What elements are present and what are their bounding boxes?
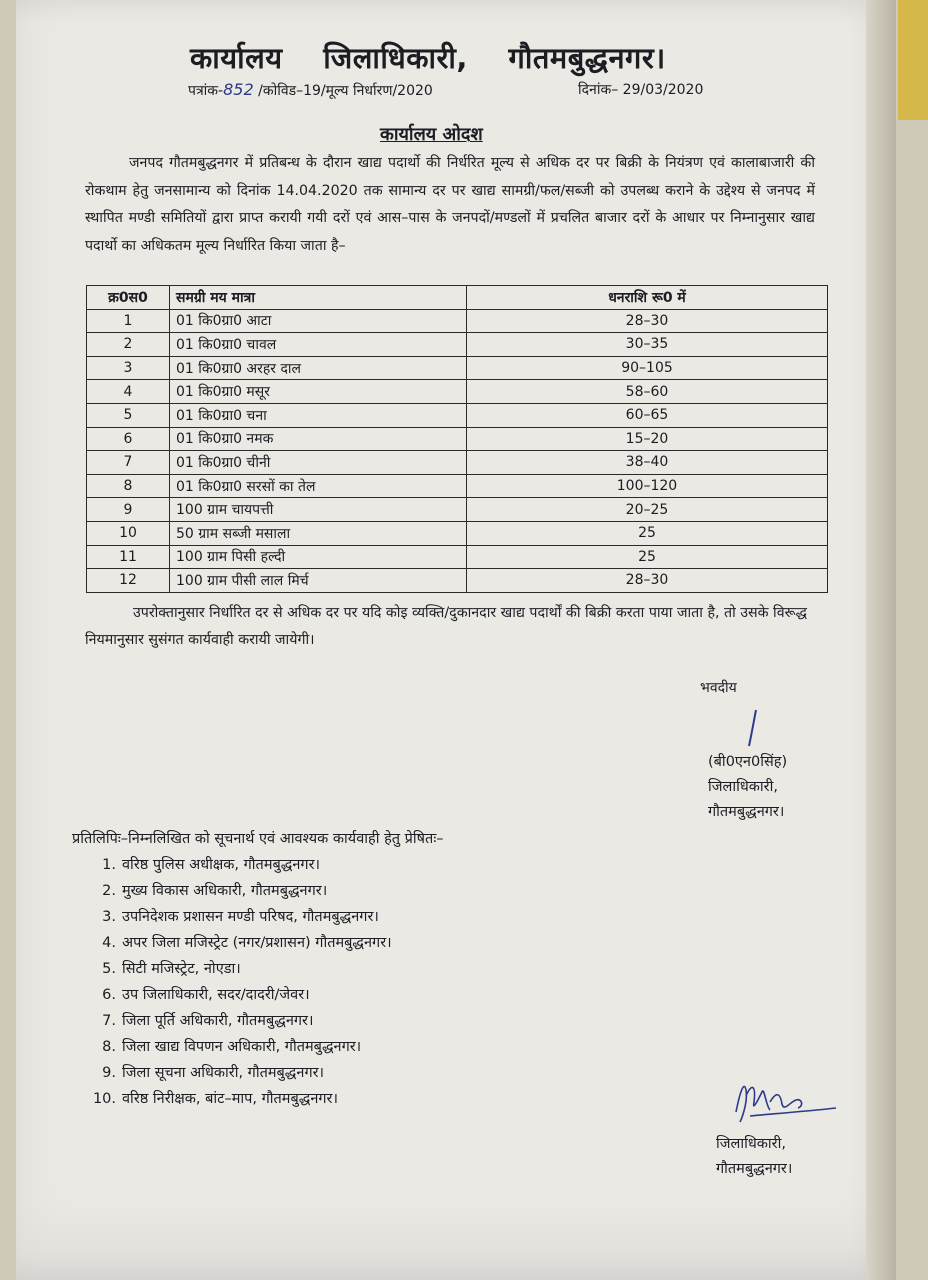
order-title: कार्यालय ओदश: [380, 124, 483, 145]
column-header-amount: धनराशि रू0 में: [467, 286, 828, 310]
amount-cell: 20–25: [467, 498, 828, 522]
table-row: [87, 545, 828, 569]
signatory-name: (बी0एन0सिंह): [708, 754, 788, 770]
list-item-text: वरिष्ठ पुलिस अधीक्षक, गौतमबुद्धनगर।: [122, 857, 320, 873]
list-item-text: वरिष्ठ निरीक्षक, बांट–माप, गौतमबुद्धनगर।: [122, 1091, 338, 1107]
serial-cell: 6: [87, 427, 170, 451]
serial-cell: 2: [87, 333, 170, 357]
list-item: [92, 930, 392, 956]
serial-cell: 5: [87, 403, 170, 427]
list-item: [92, 852, 392, 878]
list-item-number: 2.: [102, 883, 116, 899]
list-item-text: उप जिलाधिकारी, सदर/दादरी/जेवर।: [122, 987, 310, 1003]
list-item-text: उपनिदेशक प्रशासन मण्डी परिषद, गौतमबुद्धनगर।: [122, 909, 379, 925]
item-cell: 01 कि0ग्रा0 आटा: [170, 309, 467, 333]
table-row: [87, 403, 828, 427]
page-edge-shadow: [866, 0, 896, 1280]
table-row: [87, 521, 828, 545]
list-item-number: 3.: [102, 909, 116, 925]
list-item-text: जिला खाद्य विपणन अधिकारी, गौतमबुद्धनगर।: [122, 1039, 362, 1055]
list-item: [92, 878, 392, 904]
list-item: [92, 1008, 392, 1034]
table-row: [87, 380, 828, 404]
list-item-number: 1.: [102, 857, 116, 873]
signatory-designation: जिलाधिकारी,: [708, 779, 778, 795]
serial-cell: 8: [87, 474, 170, 498]
reference-prefix: पत्रांक-: [188, 83, 224, 99]
table-row: [87, 451, 828, 475]
list-item-number: 5.: [102, 961, 116, 977]
footer-signature-block: [716, 1132, 792, 1182]
table-row: [87, 333, 828, 357]
list-item-number: 9.: [102, 1065, 116, 1081]
office-heading: कार्यालय जिलाधिकारी, गौतमबुद्धनगर।: [190, 41, 666, 75]
amount-cell: 60–65: [467, 403, 828, 427]
item-cell: 01 कि0ग्रा0 सरसों का तेल: [170, 474, 467, 498]
price-table: [86, 285, 828, 593]
item-cell: 100 ग्राम पीसी लाल मिर्च: [170, 569, 467, 593]
signatory-place: गौतमबुद्धनगर।: [708, 804, 785, 820]
item-cell: 50 ग्राम सब्जी मसाला: [170, 521, 467, 545]
list-item: [92, 1034, 392, 1060]
amount-cell: 25: [467, 521, 828, 545]
amount-cell: 90–105: [467, 356, 828, 380]
intro-paragraph: जनपद गौतमबुद्धनगर में प्रतिबन्ध के दौरान खाद्य पदार्थो की निर्धरित मूल्य से अधिक दर पर बिक्री के नियंत्रण एवं कालाबाजारी की रोकथाम हेतु जनसामान्य को दिनांक 14.04.2020 तक सामान्य दर पर खाद्य सामग्री/फल/सब्जी को उपलब्ध कराने के उद्देश्य से जनपद में स्थापित मण्डी समितियों द्वारा प्राप्त करायी गयी दरों एवं आस–पास के जनपदों/मण्डलों में प्रचलित बाजार दरों के आधार पर निम्नानुसार खाद्य पदार्थो का अधिकतम मूल्य निर्धारित किया जाता है–: [85, 155, 815, 254]
item-cell: 01 कि0ग्रा0 चीनी: [170, 451, 467, 475]
reference-suffix: /कोविड–19/मूल्य निर्धारण/2020: [253, 83, 433, 99]
amount-cell: 28–30: [467, 569, 828, 593]
item-cell: 01 कि0ग्रा0 अरहर दाल: [170, 356, 467, 380]
list-item: [92, 1086, 392, 1112]
amount-cell: 28–30: [467, 309, 828, 333]
list-item-text: मुख्य विकास अधिकारी, गौतमबुद्धनगर।: [122, 883, 328, 899]
amount-cell: 38–40: [467, 451, 828, 475]
item-cell: 100 ग्राम चायपत्ती: [170, 498, 467, 522]
column-header-item: समग्री मय मात्रा: [170, 286, 467, 310]
reference-number: [188, 80, 433, 100]
amount-cell: 58–60: [467, 380, 828, 404]
table-row: [87, 427, 828, 451]
signature-mark: [742, 708, 764, 750]
list-item-text: जिला पूर्ति अधिकारी, गौतमबुद्धनगर।: [122, 1013, 314, 1029]
serial-cell: 7: [87, 451, 170, 475]
list-item: [92, 1060, 392, 1086]
closing-paragraph: उपरोक्तानुसार निर्धारित दर से अधिक दर पर यदि कोइ व्यक्ति/दुकानदार खाद्य पदार्थों की बिक्री करता पाया जाता है, तो उसके विरूद्ध नियमानुसार सुसंगत कार्यवाही करायी जायेगी।: [85, 605, 807, 648]
copy-to-list: [92, 852, 392, 1112]
serial-cell: 10: [87, 521, 170, 545]
list-item-text: अपर जिला मजिस्ट्रेट (नगर/प्रशासन) गौतमबुद्धनगर।: [122, 935, 392, 951]
list-item-number: 8.: [102, 1039, 116, 1055]
serial-cell: 4: [87, 380, 170, 404]
greeting: भवदीय: [700, 680, 737, 696]
table-row: [87, 309, 828, 333]
item-cell: 01 कि0ग्रा0 चना: [170, 403, 467, 427]
amount-cell: 100–120: [467, 474, 828, 498]
list-item-text: सिटी मजिस्ट्रेट, नोएडा।: [122, 961, 241, 977]
serial-cell: 1: [87, 309, 170, 333]
yellow-background-corner: [898, 0, 928, 120]
amount-cell: 25: [467, 545, 828, 569]
signature-block: [708, 750, 787, 825]
item-cell: 01 कि0ग्रा0 मसूर: [170, 380, 467, 404]
copy-to-heading: प्रतिलिपिः–निम्नलिखित को सूचनार्थ एवं आवश्यक कार्यवाही हेतु प्रेषितः–: [72, 831, 444, 847]
footer-place: गौतमबुद्धनगर।: [716, 1161, 793, 1177]
table-row: [87, 474, 828, 498]
letter-date: दिनांक– 29/03/2020: [578, 82, 704, 98]
table-row: [87, 569, 828, 593]
serial-cell: 11: [87, 545, 170, 569]
table-header-row: [87, 286, 828, 310]
serial-cell: 9: [87, 498, 170, 522]
list-item-number: 4.: [102, 935, 116, 951]
item-cell: 01 कि0ग्रा0 नमक: [170, 427, 467, 451]
list-item: [92, 982, 392, 1008]
list-item: [92, 956, 392, 982]
amount-cell: 30–35: [467, 333, 828, 357]
list-item-number: 10.: [92, 1091, 116, 1107]
serial-cell: 12: [87, 569, 170, 593]
serial-cell: 3: [87, 356, 170, 380]
list-item-number: 7.: [102, 1013, 116, 1029]
item-cell: 100 ग्राम पिसी हल्दी: [170, 545, 467, 569]
amount-cell: 15–20: [467, 427, 828, 451]
column-header-serial: क्र0स0: [87, 286, 170, 310]
list-item-number: 6.: [102, 987, 116, 1003]
table-row: [87, 498, 828, 522]
footer-designation: जिलाधिकारी,: [716, 1136, 786, 1152]
list-item: [92, 904, 392, 930]
item-cell: 01 कि0ग्रा0 चावल: [170, 333, 467, 357]
handwritten-signature: [730, 1072, 840, 1132]
table-row: [87, 356, 828, 380]
list-item-text: जिला सूचना अधिकारी, गौतमबुद्धनगर।: [122, 1065, 325, 1081]
handwritten-ref-number: 852: [223, 80, 254, 99]
